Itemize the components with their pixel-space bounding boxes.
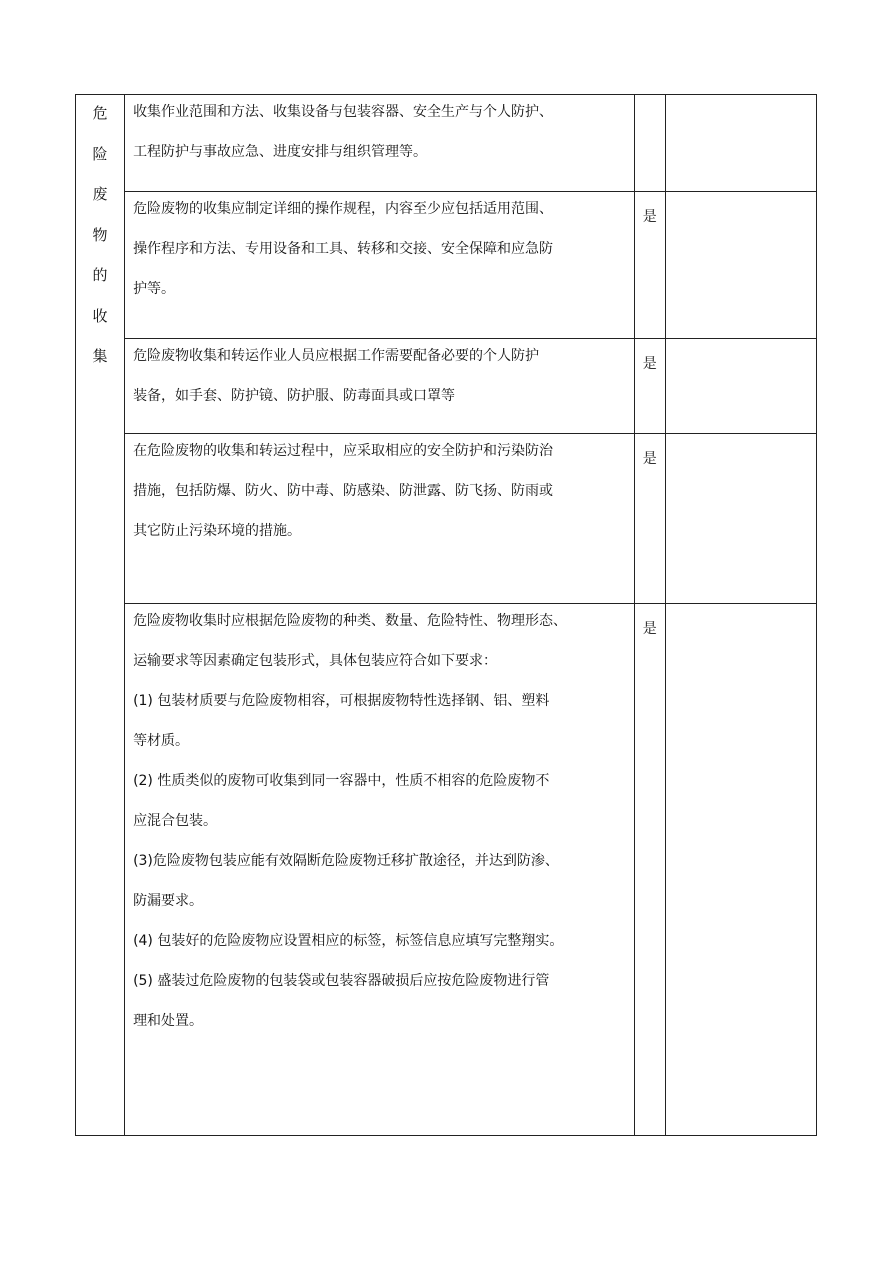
requirement-line: 措施，包括防爆、防火、防中毒、防感染、防泄露、防飞扬、防雨或 [133,483,554,499]
requirement-line: 危险废物收集和转运作业人员应根据工作需要配备必要的个人防护 [133,348,540,364]
result-cell [634,434,665,604]
requirement-cell [125,192,635,339]
requirement-line: 防漏要求。 [133,893,204,909]
requirement-line: (2) 性质类似的废物可收集到同一容器中，性质不相容的危险废物不 [133,773,550,789]
requirement-line: 危险废物收集时应根据危险废物的种类、数量、危险特性、物理形态、 [133,613,568,629]
result-text: 是 [642,621,657,637]
note-cell [665,95,816,192]
requirement-line: 危险废物的收集应制定详细的操作规程，内容至少应包括适用范围、 [133,201,554,217]
category-char: 收 [92,306,108,325]
requirement-cell [125,604,635,1136]
result-text: 是 [642,209,657,225]
requirement-line: 收集作业范围和方法、收集设备与包装容器、安全生产与个人防护、 [133,104,554,120]
result-cell [634,192,665,339]
result-cell [634,604,665,1136]
requirement-line: (3)危险废物包装应能有效隔断危险废物迁移扩散途径，并达到防渗、 [133,853,559,869]
note-cell [665,192,816,339]
category-char: 废 [92,185,108,203]
requirement-line: 理和处置。 [133,1013,204,1029]
requirement-line: 工程防护与事故应急、进度安排与组织管理等。 [133,144,428,160]
category-cell [76,95,125,1136]
requirement-cell [125,434,635,604]
category-char: 险 [92,144,108,163]
requirement-line: 应混合包装。 [133,813,218,829]
requirement-line: 运输要求等因素确定包装形式，具体包装应符合如下要求： [133,653,498,669]
category-char: 集 [92,347,108,365]
requirement-line: 在危险废物的收集和转运过程中，应采取相应的安全防护和污染防治 [133,443,554,459]
requirement-line: (4) 包装好的危险废物应设置相应的标签，标签信息应填写完整翔实。 [133,933,564,949]
table-row [76,604,817,1136]
category-char: 物 [92,225,108,244]
requirement-line: 装备，如手套、防护镜、防护服、防毒面具或口罩等 [133,388,456,404]
requirement-line: (5) 盛装过危险废物的包装袋或包装容器破损后应按危险废物进行管 [133,973,550,989]
note-cell [665,604,816,1136]
table-row [76,339,817,434]
category-char: 的 [92,266,108,284]
requirement-line: 操作程序和方法、专用设备和工具、转移和交接、安全保障和应急防 [133,241,554,257]
table-row [76,192,817,339]
result-cell [634,339,665,434]
note-cell [665,339,816,434]
category-char: 危 [92,104,108,122]
note-cell [665,434,816,604]
requirement-line: 等材质。 [133,733,190,749]
inspection-table [75,94,817,1136]
requirement-cell [125,95,635,192]
result-text: 是 [642,356,657,372]
table-row [76,95,817,192]
table-row [76,434,817,604]
requirement-cell [125,339,635,434]
requirement-line: 其它防止污染环境的措施。 [133,523,302,539]
result-text: 是 [642,451,657,467]
result-cell [634,95,665,192]
requirement-line: 护等。 [133,281,176,297]
requirement-line: (1) 包装材质要与危险废物相容，可根据废物特性选择钢、铝、塑料 [133,693,550,709]
